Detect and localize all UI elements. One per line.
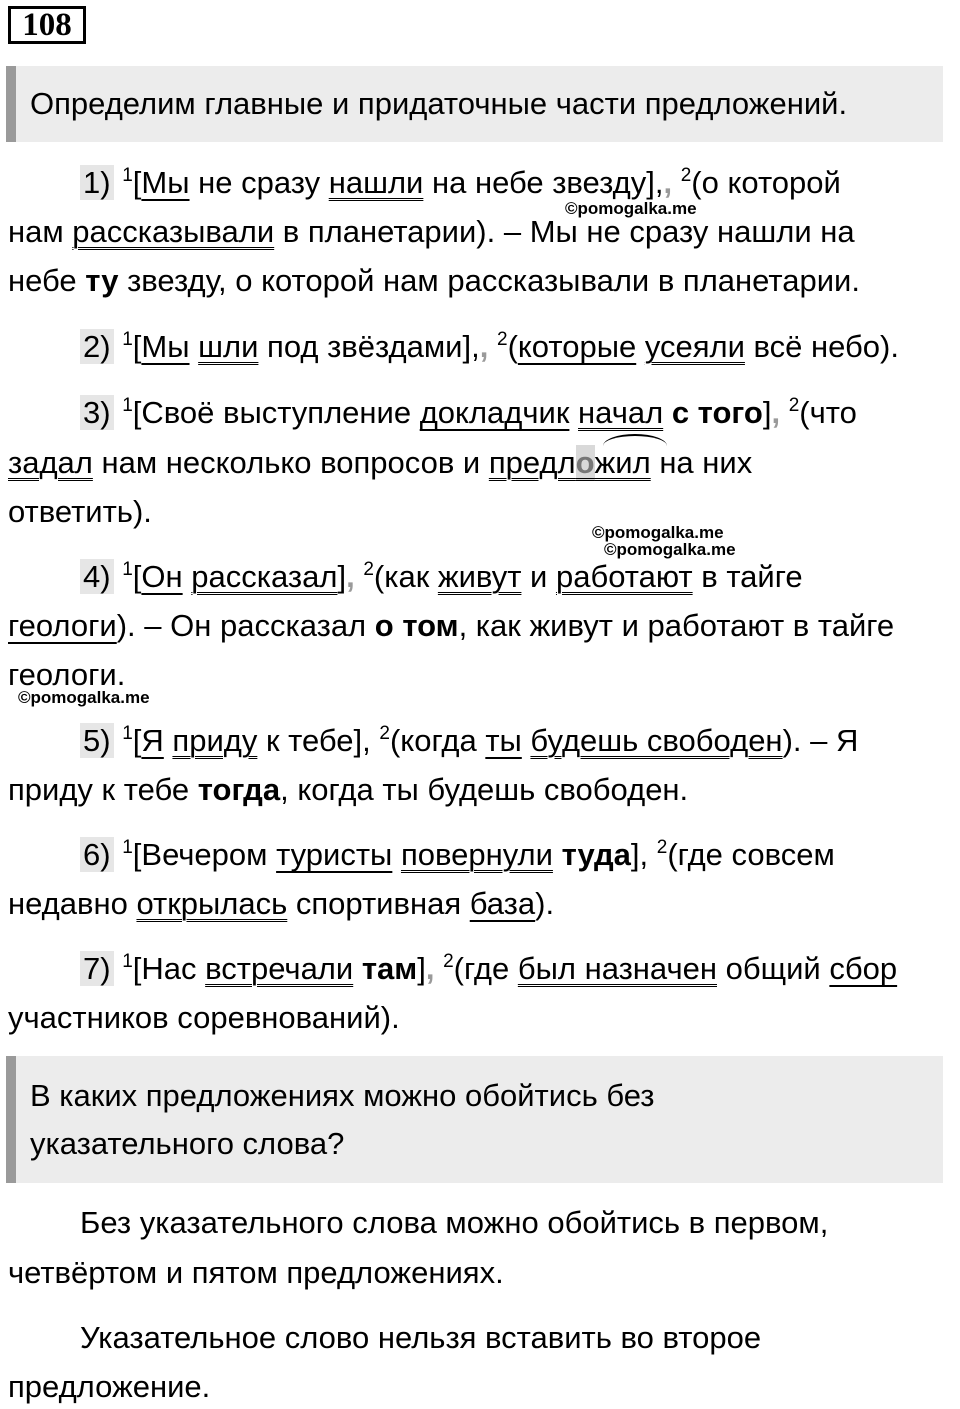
sentence-3-line-1: 3) $^1$[Своё выступление докладчик начал с того], $^2$(что (80, 393, 857, 433)
watermark-3: ©pomogalka.me (604, 540, 736, 559)
task-box-1 (6, 66, 943, 142)
answer-line-4: предложение. (8, 1369, 211, 1404)
sentence-7-line-1: 7) $^1$[Нас встречали там], $^2$(где был назначен общий сбор (80, 949, 897, 989)
watermark-1: ©pomogalka.me (565, 199, 697, 218)
sentence-7-line-2: участников соревнований). (8, 1000, 400, 1035)
sentence-1-line-1: 1) $^1$[Мы не сразу нашли на небе звезду],, $^2$(о которой (80, 163, 841, 203)
exercise-number: 108 (8, 6, 86, 44)
sentence-4-line-2: геологи). – Он рассказал о том, как живут и работают в тайге (8, 608, 895, 643)
sentence-3-line-3: ответить). (8, 494, 152, 529)
sentence-2: 2) $^1$[Мы шли под звёздами],, $^2$(которые усеяли всё небо). (80, 327, 899, 367)
sentence-1-line-2: нам рассказывали в планетарии). – Мы не сразу нашли на (8, 214, 855, 249)
task-text-1: Определим главные и придаточные части предложений. (30, 86, 848, 121)
sentence-5-line-2: приду к тебе тогда, когда ты будешь свободен. (8, 772, 689, 807)
sentence-5-line-1: 5) $^1$[Я приду к тебе], $^2$(когда ты будешь свободен). – Я (80, 721, 858, 761)
sentence-6-line-1: 6) $^1$[Вечером туристы повернули туда], $^2$(где совсем (80, 835, 835, 875)
sentence-3-line-2: задал нам несколько вопросов и предложил на них (8, 445, 753, 480)
task-text-2-line-1: В каких предложениях можно обойтись без (30, 1078, 655, 1113)
answer-line-2: четвёртом и пятом предложениях. (8, 1255, 504, 1290)
sentence-4-line-3: геологи. (8, 657, 126, 692)
sentence-1-line-3: небе ту звезду, о которой нам рассказывали в планетарии. (8, 263, 860, 298)
sentence-6-line-2: недавно открылась спортивная база). (8, 886, 555, 921)
watermark-2: ©pomogalka.me (592, 523, 724, 542)
task-text-2-line-2: указательного слова? (30, 1126, 345, 1161)
task-box-2 (6, 1056, 943, 1183)
answer-line-1: Без указательного слова можно обойтись в первом, (80, 1205, 829, 1240)
answer-line-3: Указательное слово нельзя вставить во второе (80, 1320, 762, 1355)
watermark-4: ©pomogalka.me (18, 688, 150, 707)
sentence-4-line-1: 4) $^1$[Он рассказал], $^2$(как живут и работают в тайге (80, 557, 803, 597)
